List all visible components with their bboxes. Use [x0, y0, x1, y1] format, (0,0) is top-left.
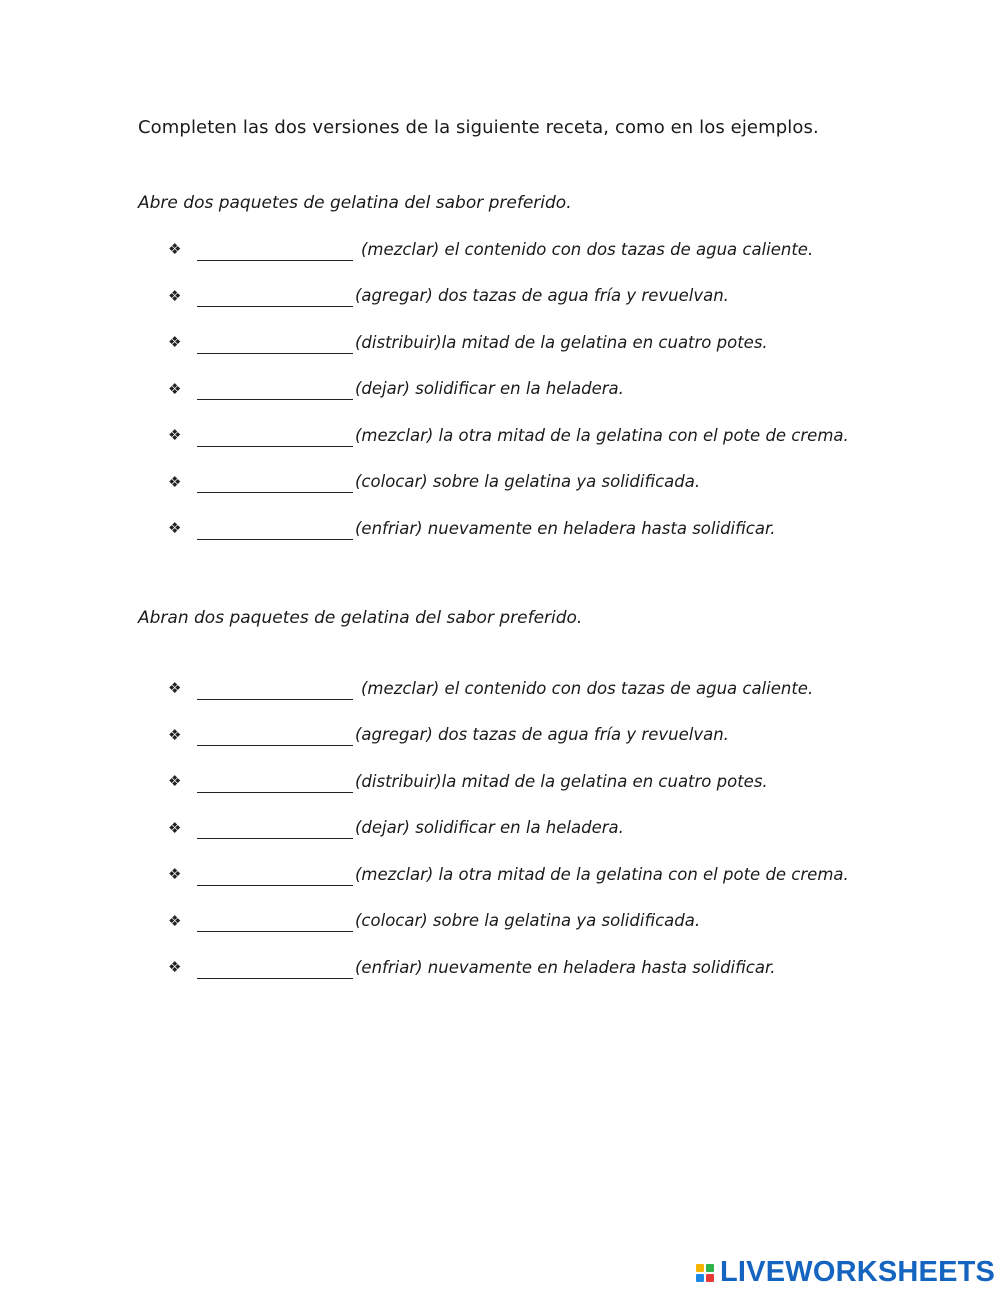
diamond-bullet-icon: ❖: [168, 911, 182, 930]
answer-blank[interactable]: [197, 770, 353, 793]
answer-blank[interactable]: [197, 677, 353, 700]
diamond-bullet-icon: ❖: [168, 865, 182, 884]
step-item: [168, 319, 849, 366]
step-text: (enfriar) nuevamente en heladera hasta solidificar.: [355, 518, 776, 538]
diamond-bullet-icon: ❖: [168, 818, 182, 837]
step-item: [168, 944, 849, 991]
diamond-bullet-icon: ❖: [168, 679, 182, 698]
step-item: [168, 712, 849, 759]
liveworksheets-logo: [696, 1256, 995, 1289]
answer-blank[interactable]: [197, 424, 353, 447]
answer-blank[interactable]: [197, 909, 353, 932]
section-2-intro: Abran dos paquetes de gelatina del sabor preferido.: [138, 608, 583, 628]
diamond-bullet-icon: ❖: [168, 426, 182, 445]
section-1-intro: Abre dos paquetes de gelatina del sabor preferido.: [138, 193, 572, 213]
answer-blank[interactable]: [197, 470, 353, 493]
diamond-bullet-icon: ❖: [168, 286, 182, 305]
step-item: [168, 226, 849, 273]
step-text: (mezclar) la otra mitad de la gelatina con el pote de crema.: [355, 425, 849, 445]
diamond-bullet-icon: ❖: [168, 472, 182, 491]
answer-blank[interactable]: [197, 863, 353, 886]
step-item: [168, 898, 849, 945]
step-text: (dejar) solidificar en la heladera.: [355, 818, 624, 838]
answer-blank[interactable]: [197, 517, 353, 540]
step-text: (mezclar) el contenido con dos tazas de agua caliente.: [361, 239, 814, 259]
step-item: [168, 273, 849, 320]
diamond-bullet-icon: ❖: [168, 725, 182, 744]
step-text: (enfriar) nuevamente en heladera hasta solidificar.: [355, 957, 776, 977]
answer-blank[interactable]: [197, 816, 353, 839]
step-text: (distribuir)la mitad de la gelatina en cuatro potes.: [355, 332, 768, 352]
step-item: [168, 665, 849, 712]
logo-text: LIVEWORKSHEETS: [720, 1256, 996, 1288]
step-item: [168, 459, 849, 506]
step-text: (distribuir)la mitad de la gelatina en cuatro potes.: [355, 771, 768, 791]
diamond-bullet-icon: ❖: [168, 772, 182, 791]
step-text: (colocar) sobre la gelatina ya solidificada.: [355, 911, 701, 931]
step-text: (colocar) sobre la gelatina ya solidificada.: [355, 472, 701, 492]
step-item: [168, 758, 849, 805]
answer-blank[interactable]: [197, 284, 353, 307]
step-item: [168, 851, 849, 898]
step-item: [168, 366, 849, 413]
step-text: (mezclar) el contenido con dos tazas de agua caliente.: [361, 678, 814, 698]
answer-blank[interactable]: [197, 956, 353, 979]
diamond-bullet-icon: ❖: [168, 519, 182, 538]
step-item: [168, 412, 849, 459]
step-item: [168, 805, 849, 852]
diamond-bullet-icon: ❖: [168, 240, 182, 259]
logo-blocks-icon: [696, 1264, 714, 1282]
section-2-steps: [168, 665, 849, 991]
step-text: (mezclar) la otra mitad de la gelatina con el pote de crema.: [355, 864, 849, 884]
answer-blank[interactable]: [197, 723, 353, 746]
answer-blank[interactable]: [197, 331, 353, 354]
answer-blank[interactable]: [197, 238, 353, 261]
step-text: (agregar) dos tazas de agua fría y revuelvan.: [355, 286, 729, 306]
section-1-steps: [168, 226, 849, 552]
diamond-bullet-icon: ❖: [168, 333, 182, 352]
step-item: [168, 505, 849, 552]
step-text: (agregar) dos tazas de agua fría y revuelvan.: [355, 725, 729, 745]
answer-blank[interactable]: [197, 377, 353, 400]
instructions-text: Completen las dos versiones de la siguiente receta, como en los ejemplos.: [138, 117, 819, 138]
diamond-bullet-icon: ❖: [168, 958, 182, 977]
step-text: (dejar) solidificar en la heladera.: [355, 379, 624, 399]
diamond-bullet-icon: ❖: [168, 379, 182, 398]
